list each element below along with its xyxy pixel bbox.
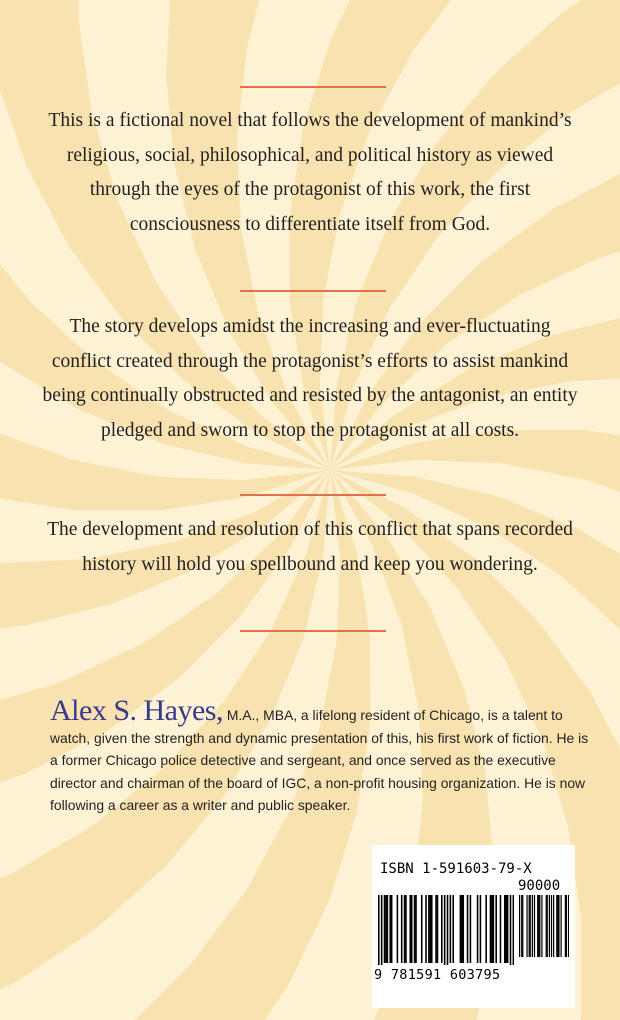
barcode-bar bbox=[461, 895, 463, 963]
addon-bar bbox=[529, 895, 530, 957]
barcode-bar bbox=[387, 895, 389, 963]
addon-bar bbox=[538, 895, 539, 957]
barcode-bar bbox=[507, 895, 509, 963]
addon-bar bbox=[530, 895, 531, 957]
barcode-bar bbox=[441, 895, 443, 963]
barcode-bar bbox=[409, 895, 411, 963]
barcode-bar bbox=[470, 895, 472, 963]
barcode-bar bbox=[397, 895, 399, 963]
price-code: 90000 bbox=[518, 878, 561, 894]
addon-bar bbox=[565, 895, 566, 957]
addon-bar bbox=[551, 895, 552, 957]
barcode-bar bbox=[460, 895, 462, 963]
barcode-bar bbox=[405, 895, 407, 963]
addon-bar bbox=[541, 895, 542, 957]
barcode-bar bbox=[435, 895, 437, 963]
addon-bar bbox=[537, 895, 538, 957]
addon-bar bbox=[556, 895, 557, 957]
barcode-bar bbox=[510, 895, 512, 965]
blurb-paragraph-2: The story develops amidst the increasing and ever-fluctuating conflict created through the protagonist’s efforts to assist mankind being continually obstructed and resisted by the antagonist, an entity pledged and sworn to stop the protagonist at all costs. bbox=[42, 316, 578, 441]
price-addon-bars bbox=[519, 895, 569, 957]
barcode-bar bbox=[385, 895, 387, 963]
barcode-bar bbox=[421, 895, 423, 963]
barcode-bar bbox=[415, 895, 417, 963]
divider-rule-2 bbox=[240, 290, 386, 292]
ean-barcode-bars bbox=[378, 895, 514, 965]
barcode-bar bbox=[389, 895, 391, 963]
blurb-paragraph-3: The development and resolution of this conflict that spans recorded history will hold you spellbound and keep you wondering. bbox=[47, 519, 573, 575]
addon-bar bbox=[522, 895, 523, 957]
barcode-bar bbox=[462, 895, 464, 963]
barcode-bar bbox=[490, 895, 492, 963]
isbn-barcode bbox=[372, 845, 575, 1008]
barcode-bar bbox=[505, 895, 507, 963]
barcode-bar bbox=[430, 895, 432, 963]
barcode-bar bbox=[491, 895, 493, 963]
barcode-bar bbox=[480, 895, 482, 963]
addon-bar bbox=[549, 895, 550, 957]
barcode-bar bbox=[477, 895, 479, 963]
author-bio bbox=[50, 694, 590, 817]
barcode-bar bbox=[513, 895, 514, 965]
divider-rule-3 bbox=[240, 494, 386, 496]
addon-bar bbox=[546, 895, 547, 957]
barcode-bar bbox=[428, 895, 430, 963]
barcode-bar bbox=[378, 895, 380, 965]
addon-bar bbox=[526, 895, 527, 957]
addon-bar bbox=[532, 895, 533, 957]
barcode-bar bbox=[444, 895, 446, 965]
ean-number: 9 781591 603795 bbox=[374, 967, 501, 983]
barcode-bar bbox=[401, 895, 403, 963]
author-bio-text: M.A., MBA, a lifelong resident of Chicago, is a talent to watch, given the strength and dynamic presentation of this, his first work of fiction. He is a former Chicago police detective and sergeant, and once served as the executive director and chairman of the board of IGC, a non-profit housing organization. He is now following a career as a writer and public speaker. bbox=[50, 707, 589, 813]
divider-rule-1 bbox=[240, 86, 386, 88]
addon-bar bbox=[558, 895, 559, 957]
barcode-bar bbox=[404, 895, 406, 963]
addon-bar bbox=[534, 895, 535, 957]
addon-bar bbox=[553, 895, 554, 957]
blurb-paragraph-1: This is a fictional novel that follows the development of mankind’s religious, social, philosophical, and political history as viewed through the eyes of the protagonist of this work, the first consciousness to differentiate itself from God. bbox=[48, 110, 572, 235]
barcode-bar bbox=[447, 895, 449, 965]
barcode-bar bbox=[504, 895, 506, 963]
divider-rule-4 bbox=[240, 630, 386, 632]
addon-bar bbox=[566, 895, 567, 957]
isbn-label: ISBN 1-591603-79-X bbox=[380, 861, 532, 877]
barcode-bar bbox=[500, 895, 502, 963]
author-name: Alex S. Hayes, bbox=[50, 694, 223, 727]
barcode-bar bbox=[411, 895, 413, 963]
barcode-bar bbox=[425, 895, 427, 963]
barcode-bar bbox=[467, 895, 469, 963]
barcode-bar bbox=[485, 895, 487, 963]
addon-bar bbox=[568, 895, 569, 957]
barcode-bar bbox=[431, 895, 433, 963]
addon-bar bbox=[557, 895, 558, 957]
barcode-bar bbox=[495, 895, 497, 963]
barcode-bar bbox=[391, 895, 393, 963]
addon-bar bbox=[519, 895, 520, 957]
barcode-bar bbox=[493, 895, 495, 963]
addon-bar bbox=[521, 895, 522, 957]
addon-bar bbox=[547, 895, 548, 957]
barcode-bar bbox=[384, 895, 386, 963]
barcode-bar bbox=[381, 895, 383, 965]
barcode-bar bbox=[452, 895, 454, 963]
addon-bar bbox=[560, 895, 561, 957]
barcode-bar bbox=[437, 895, 439, 963]
addon-bar bbox=[539, 895, 540, 957]
barcode-bar bbox=[450, 895, 452, 963]
barcode-bar bbox=[414, 895, 416, 963]
